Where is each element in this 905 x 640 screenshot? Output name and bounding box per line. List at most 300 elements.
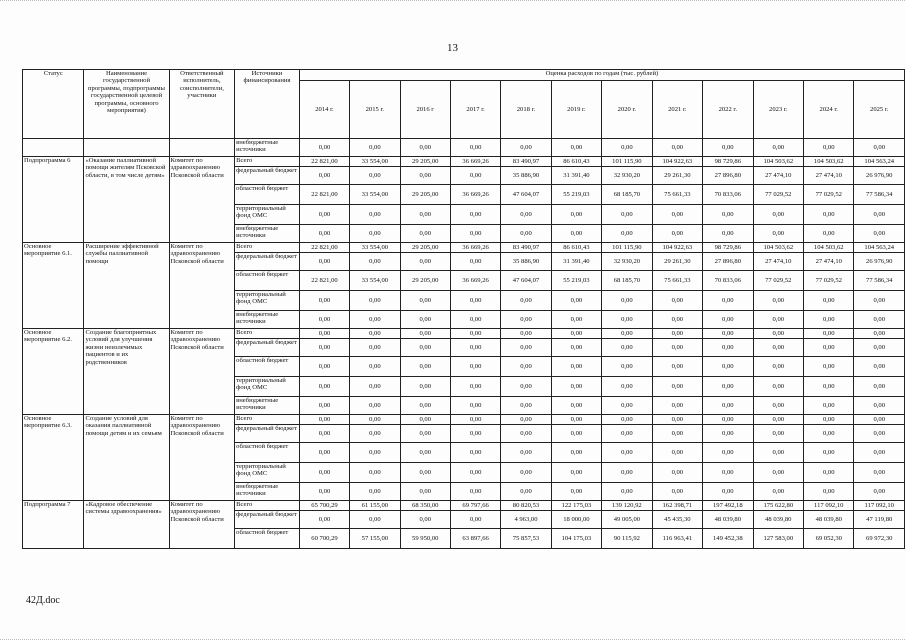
value-cell: 0,00	[400, 253, 450, 271]
value-cell: 0,00	[854, 205, 905, 225]
value-cell: 0,00	[602, 463, 652, 483]
value-cell: 36 669,26	[450, 271, 500, 291]
value-cell: 101 115,90	[602, 243, 652, 253]
value-cell: 35 886,90	[501, 167, 551, 185]
value-cell: 117 092,10	[854, 501, 905, 511]
value-cell: 68 185,70	[602, 271, 652, 291]
value-cell: 122 175,03	[551, 501, 601, 511]
value-cell: 0,00	[299, 483, 349, 501]
row-source: внебюджетные источники	[235, 139, 300, 157]
value-cell: 0,00	[804, 225, 854, 243]
value-cell: 0,00	[299, 425, 349, 443]
value-cell: 22 821,00	[299, 271, 349, 291]
value-cell: 0,00	[652, 291, 702, 311]
value-cell: 0,00	[450, 311, 500, 329]
value-cell: 33 554,00	[350, 185, 400, 205]
value-cell: 0,00	[551, 205, 601, 225]
value-cell: 104 175,03	[551, 529, 601, 549]
value-cell: 31 391,40	[551, 253, 601, 271]
row-executor: Комитет по здравоохранению Псковской области	[169, 501, 235, 549]
row-source: областной бюджет	[235, 529, 300, 549]
row-source: федеральный бюджет	[235, 167, 300, 185]
value-cell: 0,00	[602, 415, 652, 425]
expenditure-table	[22, 69, 905, 549]
value-cell: 0,00	[753, 311, 803, 329]
value-cell: 0,00	[652, 483, 702, 501]
table-row	[23, 329, 905, 339]
value-cell: 70 833,06	[703, 185, 753, 205]
table-row	[23, 501, 905, 511]
header-year: 2023 г.	[753, 81, 803, 139]
value-cell: 0,00	[350, 291, 400, 311]
value-cell: 0,00	[753, 377, 803, 397]
value-cell: 0,00	[753, 463, 803, 483]
value-cell: 0,00	[551, 311, 601, 329]
value-cell: 0,00	[450, 205, 500, 225]
value-cell: 0,00	[450, 291, 500, 311]
value-cell: 0,00	[400, 225, 450, 243]
value-cell: 47 604,07	[501, 271, 551, 291]
row-status: Подпрограмма 7	[23, 501, 84, 549]
value-cell: 0,00	[501, 339, 551, 357]
value-cell: 0,00	[753, 329, 803, 339]
value-cell: 0,00	[501, 425, 551, 443]
row-status	[23, 139, 84, 157]
row-name: Создание благоприятных условий для улучшения жизни неизлечимых пациентов и их родственников	[84, 329, 169, 415]
value-cell: 0,00	[602, 205, 652, 225]
value-cell: 0,00	[703, 291, 753, 311]
value-cell: 0,00	[804, 139, 854, 157]
value-cell: 75 661,33	[652, 271, 702, 291]
value-cell: 0,00	[854, 443, 905, 463]
value-cell: 29 205,00	[400, 185, 450, 205]
value-cell: 0,00	[350, 443, 400, 463]
row-source: территориальный фонд ОМС	[235, 377, 300, 397]
value-cell: 0,00	[652, 311, 702, 329]
value-cell: 0,00	[400, 311, 450, 329]
value-cell: 0,00	[854, 329, 905, 339]
value-cell: 47 119,80	[854, 511, 905, 529]
value-cell: 0,00	[854, 483, 905, 501]
value-cell: 0,00	[551, 443, 601, 463]
row-source: федеральный бюджет	[235, 253, 300, 271]
value-cell: 27 474,10	[804, 253, 854, 271]
value-cell: 0,00	[501, 377, 551, 397]
value-cell: 0,00	[551, 291, 601, 311]
value-cell: 0,00	[299, 511, 349, 529]
value-cell: 0,00	[652, 225, 702, 243]
header-source: Источники финансирования	[235, 70, 300, 139]
header-year: 2017 г.	[450, 81, 500, 139]
value-cell: 0,00	[753, 225, 803, 243]
value-cell: 0,00	[450, 443, 500, 463]
value-cell: 0,00	[854, 225, 905, 243]
value-cell: 0,00	[400, 443, 450, 463]
row-source: областной бюджет	[235, 357, 300, 377]
value-cell: 0,00	[753, 357, 803, 377]
table-row	[23, 157, 905, 167]
row-name: Создание условий для оказания паллиативной помощи детям и их семьям	[84, 415, 169, 501]
value-cell: 75 661,33	[652, 185, 702, 205]
value-cell: 69 972,30	[854, 529, 905, 549]
value-cell: 0,00	[299, 205, 349, 225]
value-cell: 0,00	[602, 139, 652, 157]
value-cell: 0,00	[551, 463, 601, 483]
row-status: Основное мероприятие 6.3.	[23, 415, 84, 501]
value-cell: 0,00	[350, 357, 400, 377]
row-executor	[169, 139, 235, 157]
value-cell: 0,00	[804, 425, 854, 443]
value-cell: 77 029,52	[753, 271, 803, 291]
value-cell: 48 039,80	[703, 511, 753, 529]
header-year: 2020 г.	[602, 81, 652, 139]
value-cell: 104 503,62	[753, 157, 803, 167]
value-cell: 0,00	[804, 483, 854, 501]
value-cell: 86 610,43	[551, 157, 601, 167]
value-cell: 0,00	[753, 483, 803, 501]
value-cell: 68 350,00	[400, 501, 450, 511]
value-cell: 45 435,30	[652, 511, 702, 529]
value-cell: 117 092,10	[804, 501, 854, 511]
value-cell: 0,00	[350, 139, 400, 157]
header-name: Наименование государственной программы, подпрограммы государственной целевой программы, основного мероприятия)	[84, 70, 169, 139]
value-cell: 0,00	[602, 291, 652, 311]
value-cell: 0,00	[400, 357, 450, 377]
value-cell: 0,00	[350, 483, 400, 501]
header-year: 2022 г.	[703, 81, 753, 139]
value-cell: 0,00	[703, 205, 753, 225]
header-estimate: Оценка расходов по годам (тыс. рублей)	[299, 70, 904, 81]
row-source: внебюджетные источники	[235, 483, 300, 501]
value-cell: 22 821,00	[299, 157, 349, 167]
value-cell: 0,00	[350, 511, 400, 529]
value-cell: 0,00	[450, 167, 500, 185]
value-cell: 104 922,63	[652, 243, 702, 253]
value-cell: 77 029,52	[804, 271, 854, 291]
value-cell: 70 833,06	[703, 271, 753, 291]
row-source: областной бюджет	[235, 185, 300, 205]
value-cell: 0,00	[551, 139, 601, 157]
value-cell: 0,00	[551, 225, 601, 243]
value-cell: 27 474,10	[753, 253, 803, 271]
value-cell: 0,00	[753, 425, 803, 443]
value-cell: 0,00	[703, 483, 753, 501]
value-cell: 0,00	[501, 463, 551, 483]
value-cell: 0,00	[299, 397, 349, 415]
header-executor: Ответственный исполнитель, соисполнители, участники	[169, 70, 235, 139]
value-cell: 80 820,53	[501, 501, 551, 511]
value-cell: 55 219,03	[551, 271, 601, 291]
value-cell: 0,00	[804, 443, 854, 463]
value-cell: 86 610,43	[551, 243, 601, 253]
value-cell: 0,00	[299, 443, 349, 463]
value-cell: 0,00	[501, 415, 551, 425]
value-cell: 0,00	[804, 205, 854, 225]
header-year: 2015 г.	[350, 81, 400, 139]
value-cell: 29 261,30	[652, 167, 702, 185]
value-cell: 0,00	[299, 225, 349, 243]
value-cell: 75 857,53	[501, 529, 551, 549]
row-source: федеральный бюджет	[235, 425, 300, 443]
value-cell: 0,00	[400, 329, 450, 339]
value-cell: 0,00	[350, 425, 400, 443]
value-cell: 0,00	[652, 463, 702, 483]
value-cell: 22 821,00	[299, 243, 349, 253]
value-cell: 0,00	[602, 483, 652, 501]
value-cell: 33 554,00	[350, 271, 400, 291]
value-cell: 0,00	[400, 205, 450, 225]
value-cell: 0,00	[299, 311, 349, 329]
value-cell: 77 586,34	[854, 271, 905, 291]
value-cell: 0,00	[299, 463, 349, 483]
value-cell: 0,00	[501, 329, 551, 339]
value-cell: 0,00	[501, 443, 551, 463]
value-cell: 0,00	[501, 357, 551, 377]
value-cell: 77 586,34	[854, 185, 905, 205]
value-cell: 0,00	[703, 339, 753, 357]
value-cell: 0,00	[854, 397, 905, 415]
value-cell: 0,00	[804, 377, 854, 397]
value-cell: 22 821,00	[299, 185, 349, 205]
value-cell: 0,00	[753, 415, 803, 425]
value-cell: 0,00	[602, 377, 652, 397]
row-status: Основное мероприятие 6.1.	[23, 243, 84, 329]
row-source: Всего	[235, 501, 300, 511]
header-status: Статус	[23, 70, 84, 139]
value-cell: 33 554,00	[350, 157, 400, 167]
value-cell: 0,00	[299, 415, 349, 425]
value-cell: 0,00	[450, 339, 500, 357]
footer-filename: 42Д.doc	[26, 595, 60, 606]
row-source: федеральный бюджет	[235, 339, 300, 357]
value-cell: 0,00	[450, 139, 500, 157]
value-cell: 0,00	[703, 139, 753, 157]
value-cell: 0,00	[299, 339, 349, 357]
header-year: 2016 г	[400, 81, 450, 139]
value-cell: 0,00	[350, 415, 400, 425]
row-name: «Оказание паллиативной помощи жителям Псковской области, в том числе детям»	[84, 157, 169, 243]
scan-edge-top	[0, 0, 905, 10]
value-cell: 0,00	[400, 425, 450, 443]
value-cell: 0,00	[703, 397, 753, 415]
value-cell: 27 474,10	[804, 167, 854, 185]
value-cell: 0,00	[652, 415, 702, 425]
value-cell: 0,00	[400, 139, 450, 157]
value-cell: 0,00	[299, 291, 349, 311]
row-source: внебюджетные источники	[235, 225, 300, 243]
value-cell: 0,00	[350, 397, 400, 415]
value-cell: 0,00	[299, 329, 349, 339]
value-cell: 0,00	[450, 253, 500, 271]
value-cell: 162 398,71	[652, 501, 702, 511]
row-name	[84, 139, 169, 157]
table-row	[23, 415, 905, 425]
value-cell: 65 700,29	[299, 501, 349, 511]
value-cell: 36 669,26	[450, 157, 500, 167]
value-cell: 0,00	[551, 397, 601, 415]
value-cell: 0,00	[450, 377, 500, 397]
value-cell: 98 729,86	[703, 157, 753, 167]
value-cell: 0,00	[299, 139, 349, 157]
value-cell: 0,00	[703, 443, 753, 463]
page-number: 13	[447, 42, 458, 54]
value-cell: 104 503,62	[804, 243, 854, 253]
row-status: Подпрограмма 6	[23, 157, 84, 243]
value-cell: 0,00	[804, 357, 854, 377]
value-cell: 0,00	[450, 397, 500, 415]
value-cell: 104 922,63	[652, 157, 702, 167]
value-cell: 83 490,97	[501, 157, 551, 167]
value-cell: 0,00	[400, 377, 450, 397]
value-cell: 104 563,24	[854, 157, 905, 167]
value-cell: 0,00	[602, 397, 652, 415]
row-executor: Комитет по здравоохранению Псковской области	[169, 329, 235, 415]
value-cell: 77 029,52	[804, 185, 854, 205]
value-cell: 0,00	[350, 205, 400, 225]
value-cell: 90 115,92	[602, 529, 652, 549]
value-cell: 48 039,80	[753, 511, 803, 529]
value-cell: 104 503,62	[753, 243, 803, 253]
value-cell: 0,00	[602, 443, 652, 463]
value-cell: 57 155,00	[350, 529, 400, 549]
value-cell: 0,00	[299, 167, 349, 185]
value-cell: 0,00	[551, 329, 601, 339]
value-cell: 27 896,80	[703, 253, 753, 271]
row-source: территориальный фонд ОМС	[235, 291, 300, 311]
value-cell: 33 554,00	[350, 243, 400, 253]
row-name: «Кадровое обеспечение системы здравоохранения»	[84, 501, 169, 549]
value-cell: 61 155,00	[350, 501, 400, 511]
value-cell: 0,00	[652, 443, 702, 463]
value-cell: 0,00	[400, 463, 450, 483]
value-cell: 0,00	[602, 225, 652, 243]
value-cell: 0,00	[501, 205, 551, 225]
value-cell: 197 492,18	[703, 501, 753, 511]
value-cell: 0,00	[400, 415, 450, 425]
header-year: 2014 г.	[299, 81, 349, 139]
value-cell: 0,00	[501, 139, 551, 157]
value-cell: 36 669,26	[450, 185, 500, 205]
value-cell: 0,00	[501, 291, 551, 311]
row-executor: Комитет по здравоохранению Псковской области	[169, 157, 235, 243]
value-cell: 127 583,00	[753, 529, 803, 549]
value-cell: 0,00	[450, 357, 500, 377]
value-cell: 0,00	[854, 357, 905, 377]
value-cell: 0,00	[551, 377, 601, 397]
value-cell: 0,00	[854, 311, 905, 329]
value-cell: 0,00	[400, 483, 450, 501]
value-cell: 0,00	[753, 397, 803, 415]
value-cell: 0,00	[652, 425, 702, 443]
value-cell: 0,00	[450, 415, 500, 425]
value-cell: 68 185,70	[602, 185, 652, 205]
value-cell: 27 474,10	[753, 167, 803, 185]
value-cell: 0,00	[450, 425, 500, 443]
value-cell: 0,00	[804, 339, 854, 357]
value-cell: 0,00	[854, 139, 905, 157]
value-cell: 98 729,86	[703, 243, 753, 253]
value-cell: 0,00	[652, 357, 702, 377]
value-cell: 0,00	[450, 483, 500, 501]
value-cell: 0,00	[804, 329, 854, 339]
value-cell: 0,00	[602, 339, 652, 357]
value-cell: 31 391,40	[551, 167, 601, 185]
header-year: 2024 г.	[804, 81, 854, 139]
table-row	[23, 139, 905, 157]
value-cell: 18 000,00	[551, 511, 601, 529]
value-cell: 0,00	[400, 339, 450, 357]
value-cell: 104 563,24	[854, 243, 905, 253]
value-cell: 59 950,00	[400, 529, 450, 549]
value-cell: 0,00	[400, 291, 450, 311]
value-cell: 101 115,90	[602, 157, 652, 167]
value-cell: 0,00	[602, 357, 652, 377]
value-cell: 0,00	[753, 205, 803, 225]
header-row-1	[23, 70, 905, 81]
value-cell: 175 622,80	[753, 501, 803, 511]
value-cell: 0,00	[350, 463, 400, 483]
value-cell: 0,00	[804, 463, 854, 483]
value-cell: 29 261,30	[652, 253, 702, 271]
value-cell: 0,00	[551, 425, 601, 443]
value-cell: 47 604,07	[501, 185, 551, 205]
value-cell: 149 452,38	[703, 529, 753, 549]
value-cell: 0,00	[703, 415, 753, 425]
value-cell: 0,00	[501, 397, 551, 415]
value-cell: 0,00	[602, 425, 652, 443]
value-cell: 0,00	[703, 329, 753, 339]
value-cell: 0,00	[350, 167, 400, 185]
value-cell: 0,00	[753, 339, 803, 357]
row-source: внебюджетные источники	[235, 311, 300, 329]
value-cell: 0,00	[350, 225, 400, 243]
value-cell: 0,00	[753, 443, 803, 463]
value-cell: 35 886,90	[501, 253, 551, 271]
value-cell: 69 797,66	[450, 501, 500, 511]
value-cell: 0,00	[400, 511, 450, 529]
value-cell: 0,00	[703, 311, 753, 329]
value-cell: 0,00	[400, 167, 450, 185]
value-cell: 0,00	[753, 139, 803, 157]
value-cell: 0,00	[551, 483, 601, 501]
value-cell: 0,00	[350, 311, 400, 329]
value-cell: 0,00	[501, 483, 551, 501]
value-cell: 0,00	[551, 415, 601, 425]
table-row	[23, 243, 905, 253]
row-source: Всего	[235, 415, 300, 425]
value-cell: 0,00	[602, 329, 652, 339]
value-cell: 32 930,20	[602, 167, 652, 185]
value-cell: 0,00	[854, 425, 905, 443]
value-cell: 0,00	[400, 397, 450, 415]
value-cell: 26 976,90	[854, 167, 905, 185]
value-cell: 0,00	[652, 329, 702, 339]
value-cell: 0,00	[703, 357, 753, 377]
value-cell: 0,00	[854, 463, 905, 483]
value-cell: 0,00	[703, 377, 753, 397]
value-cell: 29 205,00	[400, 157, 450, 167]
value-cell: 29 205,00	[400, 271, 450, 291]
value-cell: 48 039,80	[804, 511, 854, 529]
value-cell: 0,00	[703, 225, 753, 243]
value-cell: 0,00	[350, 329, 400, 339]
value-cell: 0,00	[804, 415, 854, 425]
row-source: Всего	[235, 329, 300, 339]
value-cell: 69 052,30	[804, 529, 854, 549]
value-cell: 27 896,80	[703, 167, 753, 185]
header-year: 2021 г.	[652, 81, 702, 139]
value-cell: 0,00	[350, 339, 400, 357]
